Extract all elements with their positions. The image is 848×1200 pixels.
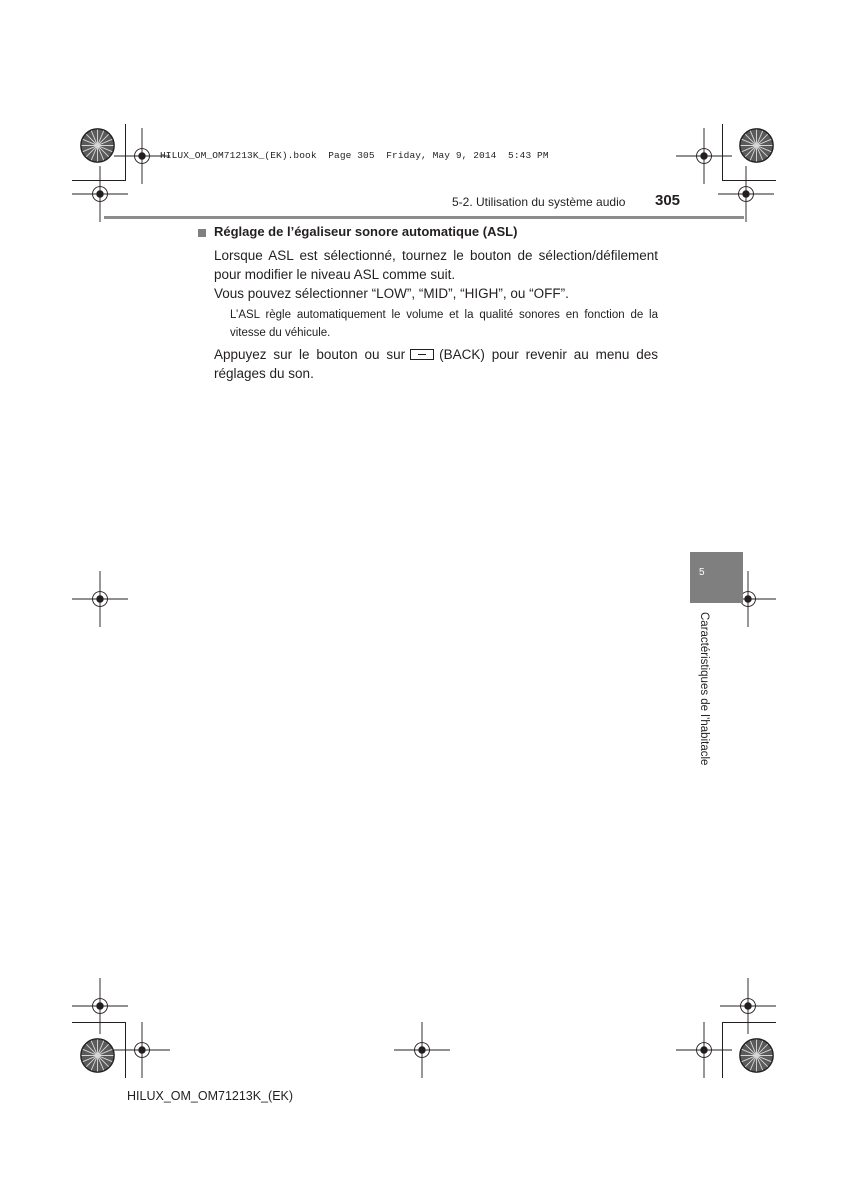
section-heading: Réglage de l’égaliseur sonore automatique (ASL)	[214, 224, 518, 239]
paragraph-instruction	[214, 246, 658, 284]
registration-mark-icon	[72, 166, 128, 222]
paragraph-text: Appuyez sur le bouton ou sur	[214, 347, 406, 362]
chapter-number: 5	[699, 567, 705, 578]
paragraph-back	[214, 345, 658, 383]
back-button-icon	[410, 349, 434, 360]
section-title: 5-2. Utilisation du système audio	[452, 195, 626, 209]
star-target-icon	[738, 1037, 775, 1074]
chapter-label: Caractéristiques de l’habitacle	[698, 612, 710, 766]
paragraph-line: pour modifier le niveau ASL comme suit.	[214, 267, 456, 282]
star-target-icon	[738, 127, 775, 164]
square-bullet-icon	[198, 229, 206, 237]
paragraph-line: Lorsque ASL est sélectionné, tournez le bouton de sélection/défilement	[214, 248, 658, 263]
print-info: HILUX_OM_OM71213K_(EK).book Page 305 Friday, May 9, 2014 5:43 PM	[160, 150, 549, 161]
page-number: 305	[655, 192, 681, 209]
registration-mark-icon	[394, 1022, 450, 1078]
star-target-icon	[79, 1037, 116, 1074]
note-text: L’ASL règle automatiquement le volume et la qualité sonores en fonction de la vitesse du véhicule.	[230, 309, 658, 339]
paragraph-options: Vous pouvez sélectionner “LOW”, “MID”, “HIGH”, ou “OFF”.	[214, 286, 569, 301]
chapter-tab	[690, 552, 743, 603]
registration-mark-icon	[718, 166, 774, 222]
star-target-icon	[79, 127, 116, 164]
registration-mark-icon	[114, 1022, 170, 1078]
paragraph-text: (BACK) pour revenir au menu des réglages du son.	[214, 347, 659, 381]
registration-mark-icon	[676, 1022, 732, 1078]
registration-mark-icon	[72, 571, 128, 627]
header-rule	[104, 216, 744, 219]
footer-code: HILUX_OM_OM71213K_(EK)	[127, 1089, 294, 1103]
